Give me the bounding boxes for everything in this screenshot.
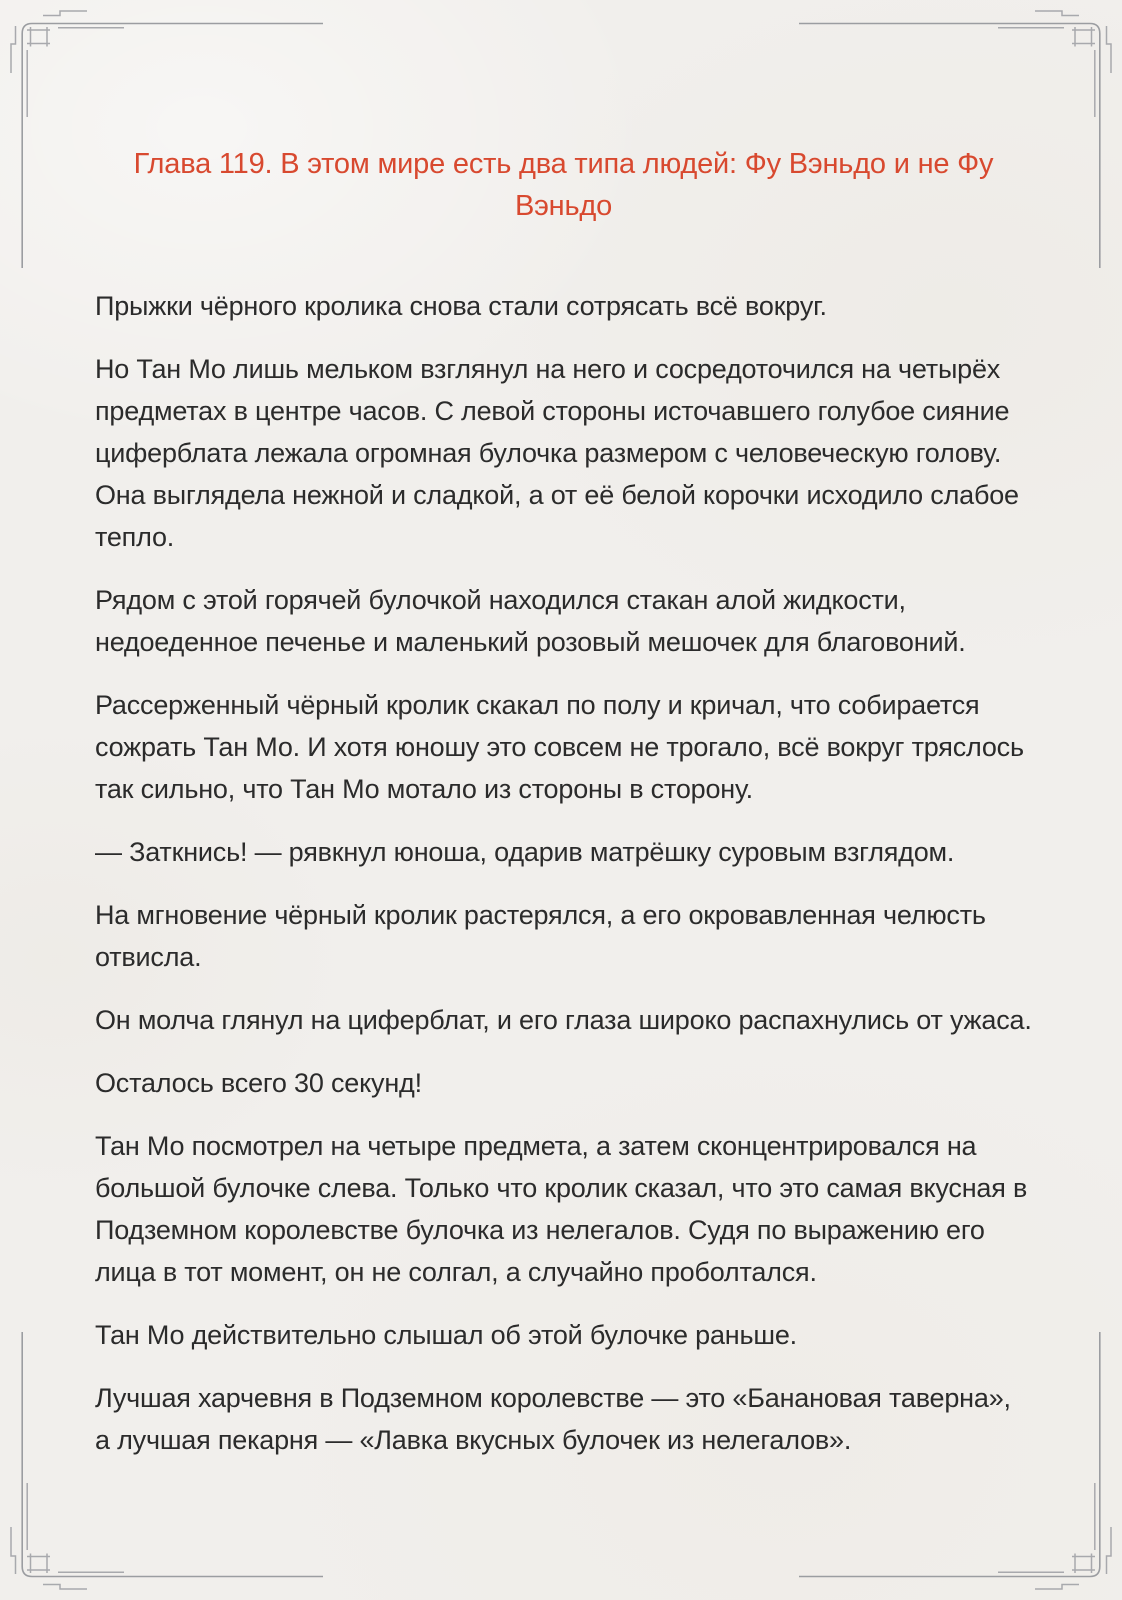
paragraph: — Заткнись! — рявкнул юноша, одарив матрёшку суровым взглядом. <box>95 837 955 867</box>
paragraph: Он молча глянул на циферблат, и его глаза широко распахнулись от ужаса. <box>95 1005 1032 1035</box>
chapter-title: Глава 119. В этом мире есть два типа людей: Фу Вэньдо и не Фу Вэньдо <box>133 148 994 222</box>
paragraph: Рядом с этой горячей булочкой находился стакан алой жидкости, недоеденное печенье и маленький розовый мешочек для благовоний. <box>95 585 966 657</box>
paragraph: Тан Мо посмотрел на четыре предмета, а затем сконцентрировался на большой булочке слева. Только что кролик сказал, что это самая вкусная в Подземном королевстве булочка из нелегалов. Судя по выражению его лица в тот момент, он не солгал, а случайно проболтался. <box>95 1131 1028 1287</box>
paragraph: Прыжки чёрного кролика снова стали сотрясать всё вокруг. <box>95 291 827 321</box>
chapter-content <box>95 143 1032 1482</box>
paragraph: Но Тан Мо лишь мельком взглянул на него и сосредоточился на четырёх предметах в центре часов. С левой стороны источавшего голубое сияние циферблата лежала огромная булочка размером с человеческую голову. Она выглядела нежной и сладкой, а от её белой корочки исходило слабое тепло. <box>95 354 1019 552</box>
chapter-body <box>95 285 1032 1461</box>
paragraph: Лучшая харчевня в Подземном королевстве — это «Банановая таверна», а лучшая пекарня — «Лавка вкусных булочек из нелегалов». <box>95 1383 1011 1455</box>
paragraph: Тан Мо действительно слышал об этой булочке раньше. <box>95 1320 797 1350</box>
paragraph: Рассерженный чёрный кролик скакал по полу и кричал, что собирается сожрать Тан Мо. И хотя юношу это совсем не трогало, всё вокруг тряслось так сильно, что Тан Мо мотало из стороны в сторону. <box>95 690 1024 804</box>
paragraph: На мгновение чёрный кролик растерялся, а его окровавленная челюсть отвисла. <box>95 900 986 972</box>
paragraph: Осталось всего 30 секунд! <box>95 1068 422 1098</box>
